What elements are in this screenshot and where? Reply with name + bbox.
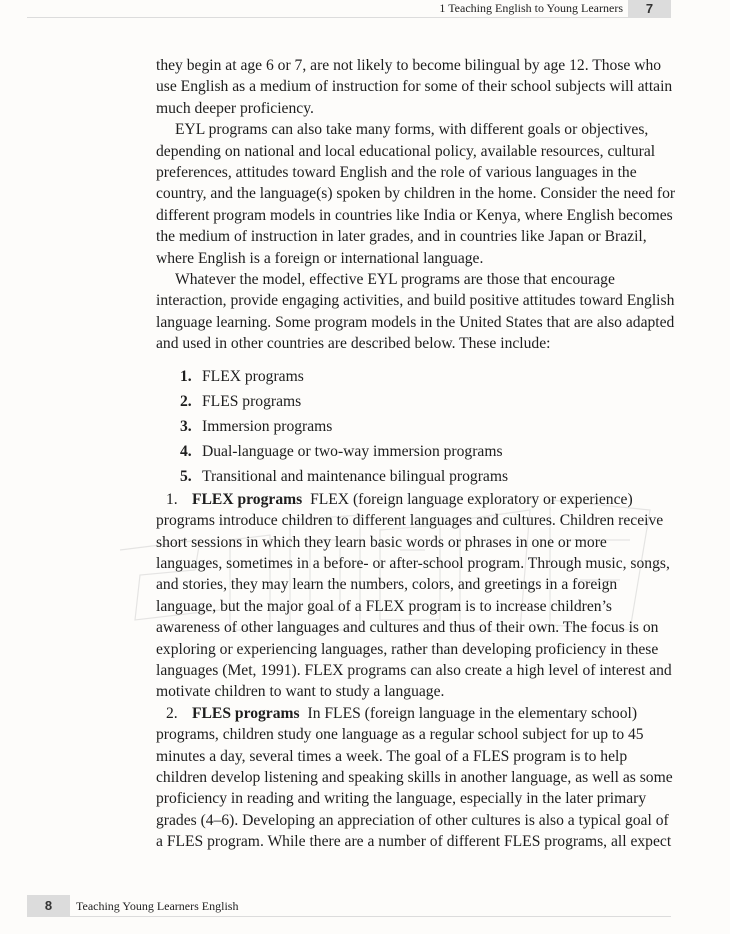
section-number: 2.	[166, 704, 178, 722]
section-text: In FLES (foreign language in the elementary school) programs, children study one language as a regular school subject for up to 45 minutes a day, several times a week. The goal of a FLES program is to help children develop listening and speaking skills in another language, as well as some proficiency in reading and writing the language, especially in the later primary grades (4–6). Developing an appreciation of other cultures is also a typical goal of a FLES program. While there are a number of different FLES programs, all expect	[156, 704, 673, 851]
section-fles-programs	[156, 703, 676, 853]
section-heading: FLES programs	[192, 704, 300, 722]
running-footer-title: Teaching Young Learners English	[76, 899, 239, 913]
page-body	[156, 55, 676, 853]
footer-page-number: 8	[27, 895, 70, 917]
header-rule	[27, 17, 628, 18]
list-item: 2. FLES programs	[180, 392, 302, 410]
list-item: 3. Immersion programs	[180, 417, 333, 435]
list-item: 1. FLEX programs	[180, 367, 304, 385]
paragraph-continuation: they begin at age 6 or 7, are not likely to become bilingual by age 12. Those who use English as a medium of instruction for some of their school subjects will attain much deeper proficiency.	[156, 57, 673, 117]
program-models-list	[156, 364, 676, 489]
list-item: 5. Transitional and maintenance bilingual programs	[180, 467, 509, 485]
section-heading: FLEX programs	[192, 490, 303, 508]
list-item: 4. Dual-language or two-way immersion programs	[180, 442, 503, 460]
running-header-title: 1 Teaching English to Young Learners	[439, 1, 623, 15]
footer-rule	[70, 916, 671, 917]
paragraph-program-forms: EYL programs can also take many forms, with different goals or objectives, depending on national and local educational policy, available resources, cultural preferences, attitudes toward English and the role of various languages in the country, and the language(s) spoken by children in the home. Consider the need for different program models in countries like India or Kenya, where English becomes the medium of instruction in later grades, and in countries like Japan or Brazil, where English is a foreign or international language.	[156, 121, 676, 267]
header-page-number: 7	[628, 0, 671, 18]
section-number: 1.	[166, 490, 178, 508]
section-flex-programs	[156, 489, 676, 703]
section-text: FLEX (foreign language exploratory or experience) programs introduce children to different languages and cultures. Children receive short sessions in which they learn basic words or phrases in one or more languages, sometimes in a before- or after-school program. Through music, songs, and stories, they may learn the numbers, colors, and greetings in a foreign language, but the major goal of a FLEX program is to increase children’s awareness of other languages and cultures and thus of their own. The focus is on exploring or experiencing languages, rather than developing proficiency in these languages (Met, 1991). FLEX programs can also create a high level of interest and motivate children to want to study a language.	[156, 490, 672, 701]
paragraph-effective-programs: Whatever the model, effective EYL programs are those that encourage interaction, provide engaging activities, and build positive attitudes toward English language learning. Some program models in the United States that are also adapted and used in other countries are described below. These include:	[156, 271, 675, 353]
